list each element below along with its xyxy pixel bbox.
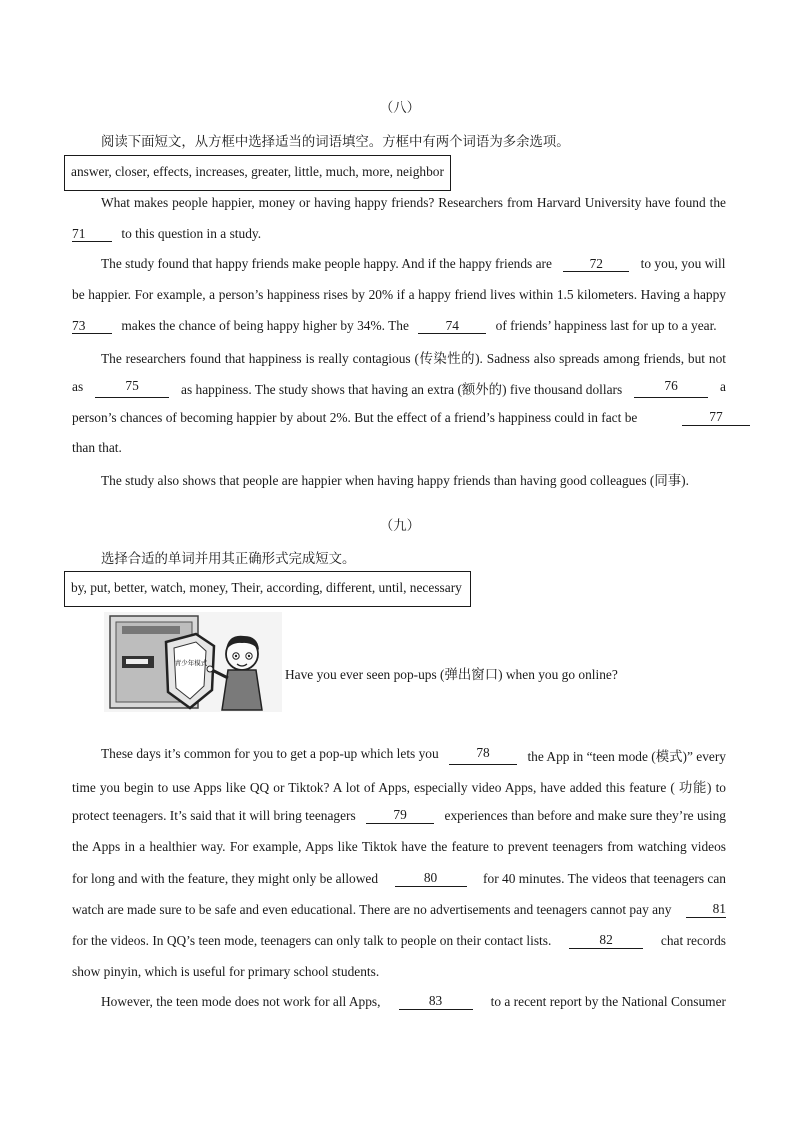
blank-71[interactable]: 71 <box>72 227 112 242</box>
section9-instruction: 选择合适的单词并用其正确形式完成短文。 <box>101 551 356 566</box>
s9-p1-line3: protect teenagers. It’s said that it will bring teenagers 79 experiences than before and make sure they’re using <box>72 807 726 823</box>
blank-79[interactable]: 79 <box>366 808 434 824</box>
blank-78[interactable]: 78 <box>449 746 517 765</box>
blank-72[interactable]: 72 <box>563 257 629 272</box>
blank-81[interactable]: 81 <box>686 902 726 918</box>
s8-p3-line3: person’s chances of becoming happier by about 2%. But the effect of a friend’s happiness could in fact be 77 <box>72 410 750 426</box>
section9-caption: Have you ever seen pop-ups (弹出窗口) when you go online? <box>285 667 618 682</box>
s9-p1-line7: for the videos. In QQ’s teen mode, teenagers can only talk to people on their contact lists. 82 chat records <box>72 932 726 948</box>
s9-p1-line5: for long and with the feature, they might only be allowed 80 for 40 minutes. The videos that teenagers can <box>72 870 726 886</box>
blank-77[interactable]: 77 <box>682 410 750 426</box>
section8-title: （八） <box>379 100 421 115</box>
s9-p2-line1: However, the teen mode does not work for all Apps, 83 to a recent report by the National Consumer <box>101 993 726 1009</box>
s9-p1-line8: show pinyin, which is useful for primary school students. <box>72 964 380 979</box>
s9-p1-line2: time you begin to use Apps like QQ or Tiktok? A lot of Apps, especially video Apps, have added this feature ( 功能) to <box>72 780 726 795</box>
section9-word-box: by, put, better, watch, money, Their, according, different, until, necessary <box>64 571 471 607</box>
blank-76[interactable]: 76 <box>634 379 708 398</box>
section8-word-box: answer, closer, effects, increases, greater, little, much, more, neighbor <box>64 155 451 191</box>
s8-p2-line2: be happier. For example, a person’s happiness rises by 20% if a happy friend lives within 1.5 kilometers. Having a happy <box>72 287 726 302</box>
s8-p3-line2: as 75 as happiness. The study shows that having an extra (额外的) five thousand dollars 76 a <box>72 378 726 397</box>
s8-p3-line4: than that. <box>72 440 122 455</box>
s9-p1-line1: These days it’s common for you to get a pop-up which lets you 78 the App in “teen mode (模式)” every <box>101 745 726 764</box>
blank-73[interactable]: 73 <box>72 319 112 334</box>
blank-82[interactable]: 82 <box>569 933 643 949</box>
s8-p1-line2: 71 to this question in a study. <box>72 226 262 241</box>
s8-p1-line1: What makes people happier, money or having happy friends? Researchers from Harvard University have found the <box>101 195 726 210</box>
section8-instruction: 阅读下面短文，从方框中选择适当的词语填空。方框中有两个词语为多余选项。 <box>101 134 570 149</box>
s9-p1-line4: the Apps in a healthier way. For example, Apps like Tiktok have the feature to prevent teenagers from watching videos <box>72 839 726 854</box>
blank-80[interactable]: 80 <box>395 871 467 887</box>
teen-mode-illustration <box>104 612 282 712</box>
section9-title: （九） <box>379 518 421 533</box>
shield-label: 青少年模式 <box>174 659 208 667</box>
blank-83[interactable]: 83 <box>399 994 473 1010</box>
blank-74[interactable]: 74 <box>418 319 486 334</box>
s9-p1-line6: watch are made sure to be safe and even educational. There are no advertisements and teenagers cannot pay any 81 <box>72 901 726 917</box>
s8-p2-line3: 73 makes the chance of being happy higher by 34%. The 74 of friends’ happiness last for up to a year. <box>72 318 717 333</box>
blank-75[interactable]: 75 <box>95 379 169 398</box>
s8-p2-line1: The study found that happy friends make people happy. And if the happy friends are 72 to you, you will <box>101 256 726 271</box>
s8-p4: The study also shows that people are happier when having happy friends than having good colleagues (同事). <box>101 473 689 488</box>
s8-p3-line1: The researchers found that happiness is really contagious (传染性的). Sadness also spreads among friends, but not <box>101 351 726 366</box>
